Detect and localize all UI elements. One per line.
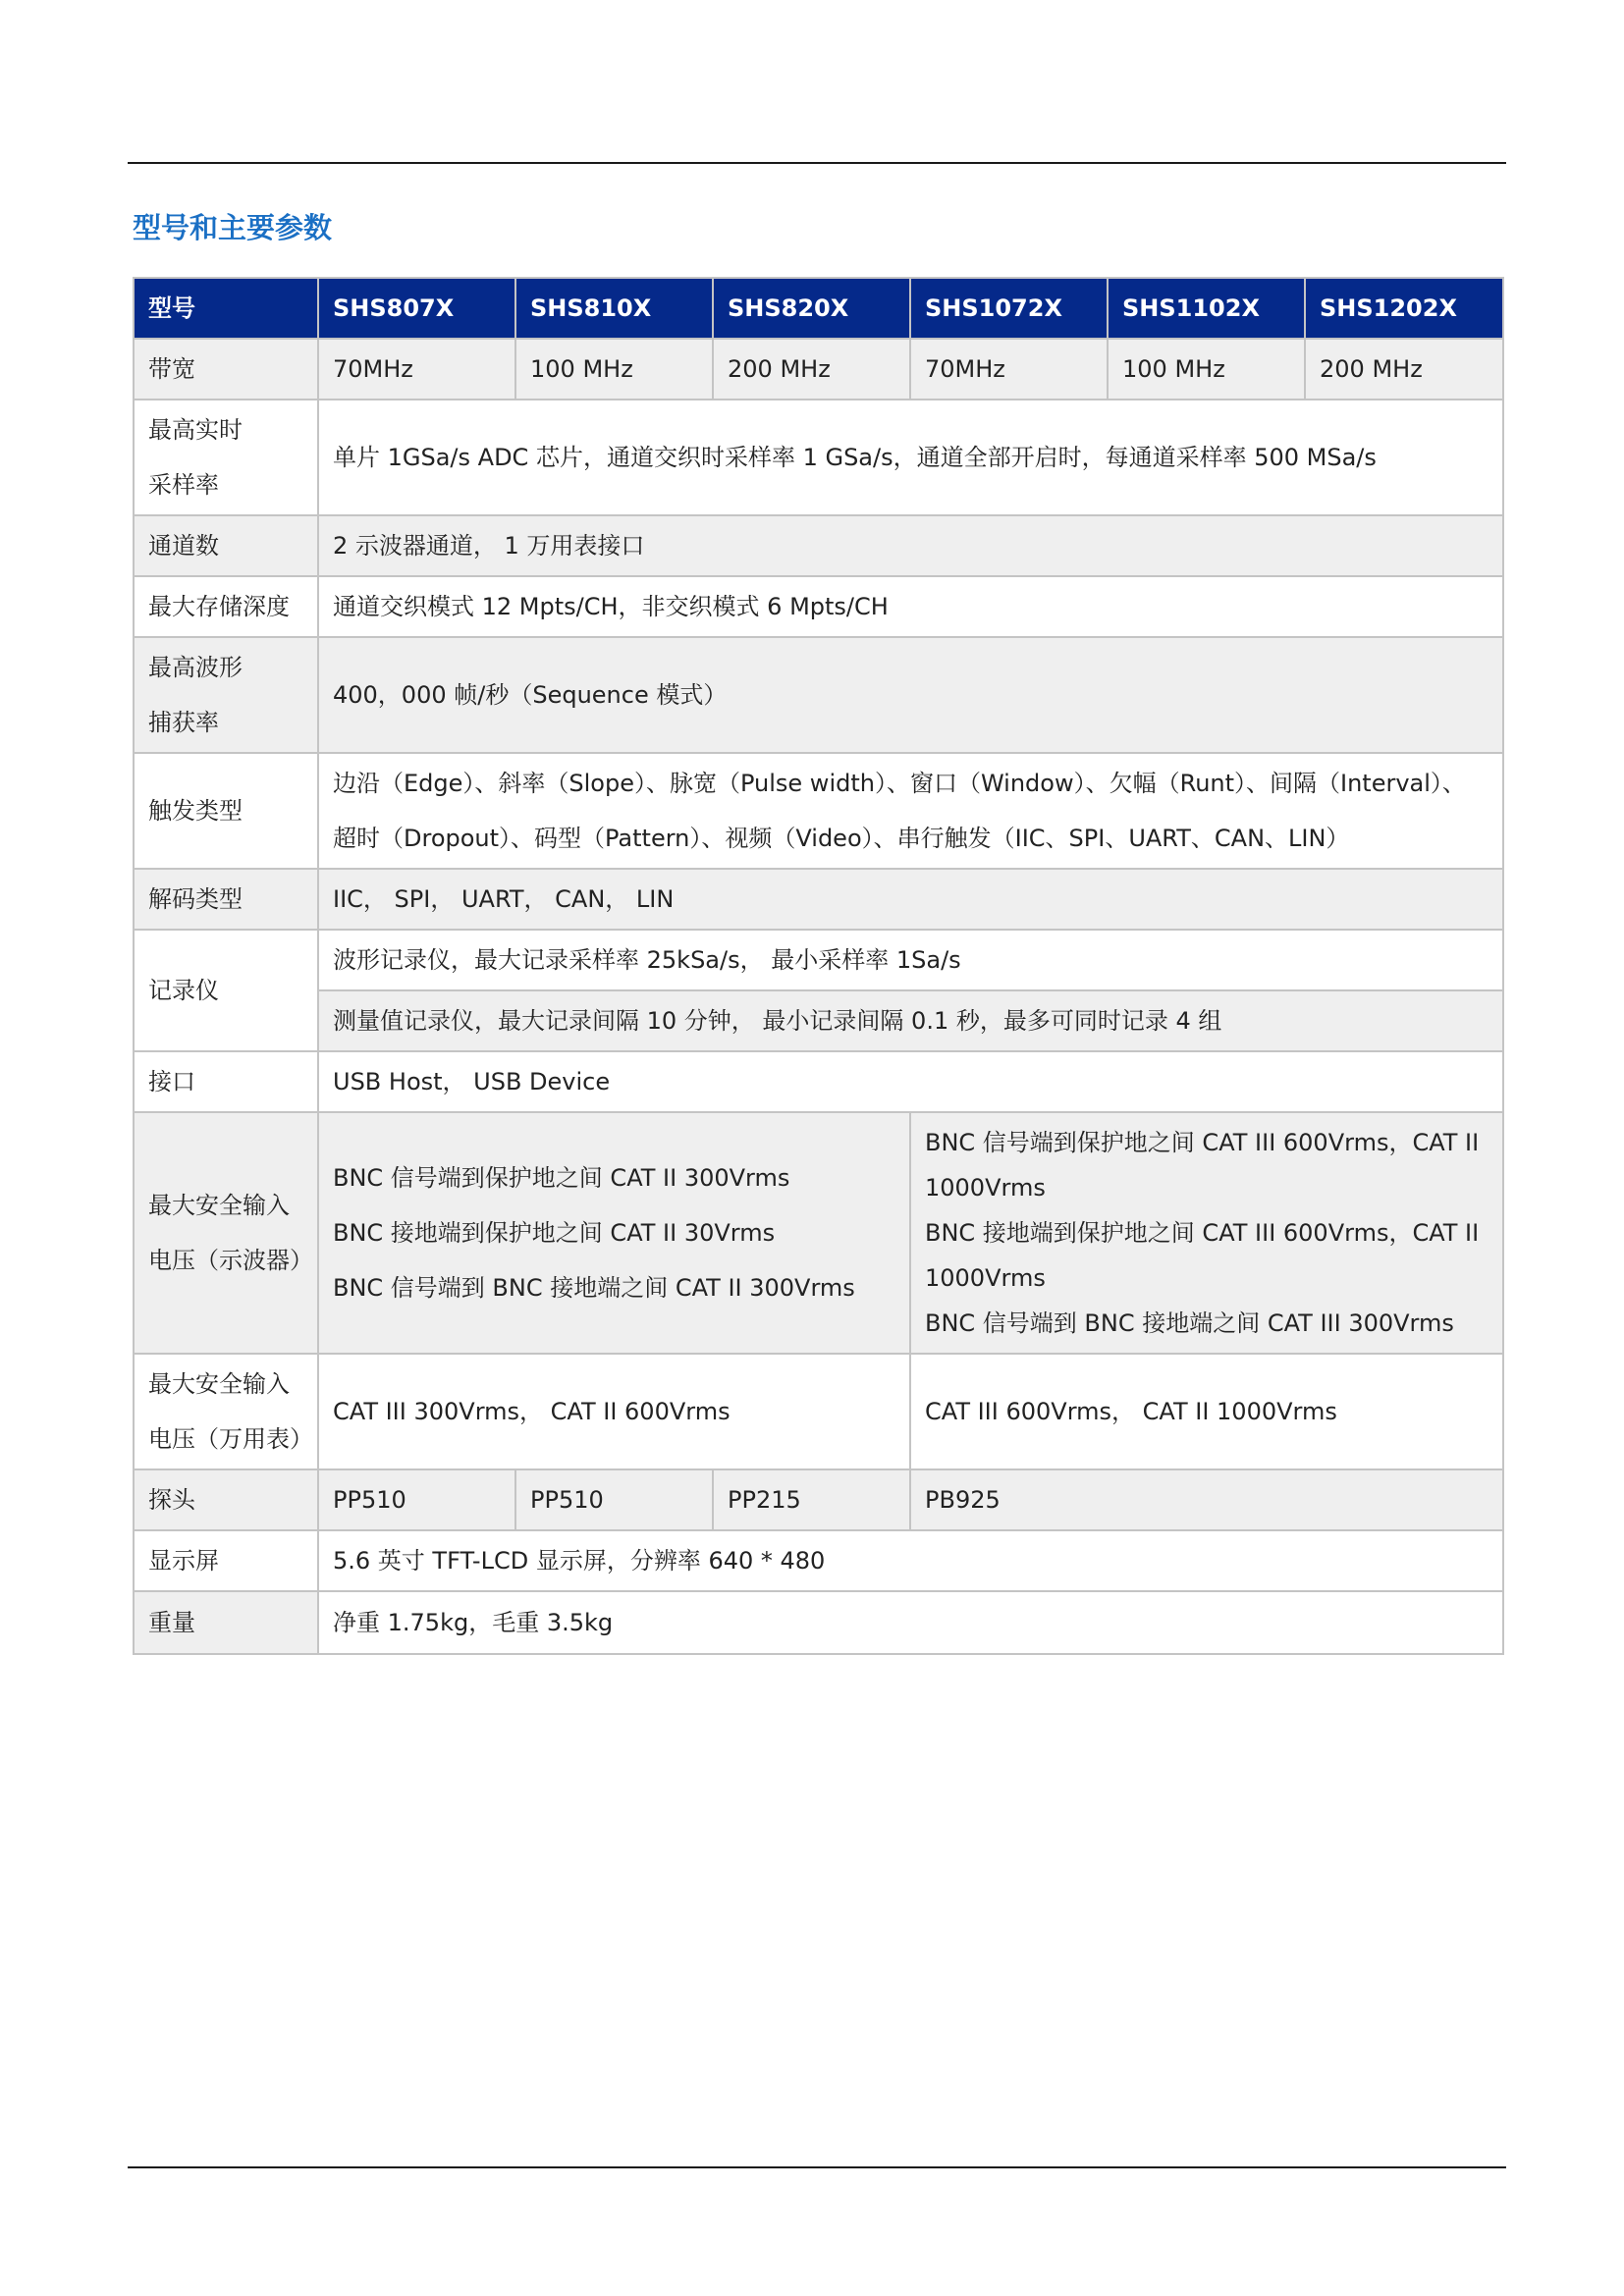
scope-voltage-right: [910, 1112, 1503, 1354]
header-row: [134, 278, 1503, 339]
top-rule: [128, 162, 1506, 164]
probe-value: PP510: [515, 1469, 713, 1530]
recorder-value: 测量值记录仪，最大记录间隔 10 分钟， 最小记录间隔 0.1 秒，最多可同时记录 4 组: [318, 990, 1503, 1051]
weight-row: [134, 1591, 1503, 1654]
bandwidth-value: 200 MHz: [1305, 339, 1503, 400]
trigger-line: 超时（Dropout）、码型（Pattern）、视频（Video）、串行触发（IIC、SPI、UART、CAN、LIN）: [333, 825, 1350, 852]
meter-voltage-left: CAT III 300Vrms， CAT II 600Vrms: [318, 1354, 910, 1469]
scope-voltage-row: [134, 1112, 1503, 1354]
bottom-rule: [128, 2166, 1506, 2168]
display-row: [134, 1530, 1503, 1591]
meter-voltage-row: [134, 1354, 1503, 1469]
trigger-value: [318, 753, 1503, 869]
row-label: 带宽: [134, 339, 318, 400]
row-label-line: 电压（万用表）: [148, 1425, 313, 1453]
memory-value: 通道交织模式 12 Mpts/CH，非交织模式 6 Mpts/CH: [318, 576, 1503, 637]
probe-value: PP215: [713, 1469, 910, 1530]
bandwidth-value: 100 MHz: [515, 339, 713, 400]
capture-rate-row: [134, 637, 1503, 753]
recorder-value: 波形记录仪，最大记录采样率 25kSa/s， 最小采样率 1Sa/s: [318, 930, 1503, 990]
model-header: SHS1202X: [1305, 278, 1503, 339]
capture-rate-value: 400，000 帧/秒（Sequence 模式）: [318, 637, 1503, 753]
bandwidth-value: 70MHz: [318, 339, 515, 400]
row-label: [134, 637, 318, 753]
model-header: SHS810X: [515, 278, 713, 339]
voltage-line: BNC 接地端到保护地之间 CAT II 30Vrms: [333, 1219, 776, 1247]
sample-rate-value: 单片 1GSa/s ADC 芯片，通道交织时采样率 1 GSa/s，通道全部开启时，每通道采样率 500 MSa/s: [318, 400, 1503, 515]
model-header: SHS1102X: [1108, 278, 1305, 339]
model-header: SHS807X: [318, 278, 515, 339]
probe-value: PB925: [910, 1469, 1503, 1530]
row-label-line: 最大安全输入: [148, 1370, 290, 1398]
model-header: SHS1072X: [910, 278, 1108, 339]
scope-voltage-left: [318, 1112, 910, 1354]
sample-rate-row: [134, 400, 1503, 515]
row-label: 解码类型: [134, 869, 318, 930]
bandwidth-value: 70MHz: [910, 339, 1108, 400]
channels-value: 2 示波器通道， 1 万用表接口: [318, 515, 1503, 576]
probe-value: PP510: [318, 1469, 515, 1530]
voltage-line: BNC 信号端到保护地之间 CAT III 600Vrms，CAT II: [925, 1129, 1480, 1156]
row-label-line: 电压（示波器）: [148, 1247, 313, 1274]
row-label: 最大存储深度: [134, 576, 318, 637]
bandwidth-value: 200 MHz: [713, 339, 910, 400]
meter-voltage-right: CAT III 600Vrms， CAT II 1000Vrms: [910, 1354, 1503, 1469]
voltage-line: BNC 接地端到保护地之间 CAT III 600Vrms，CAT II: [925, 1219, 1480, 1247]
trigger-line: 边沿（Edge）、斜率（Slope）、脉宽（Pulse width）、窗口（Window）、欠幅（Runt）、间隔（Interval）、: [333, 770, 1466, 797]
probe-row: [134, 1469, 1503, 1530]
recorder-row-1: [134, 930, 1503, 990]
row-label-line: 最高实时: [148, 416, 243, 444]
voltage-line: BNC 信号端到保护地之间 CAT II 300Vrms: [333, 1164, 790, 1192]
row-label-line: 最高波形: [148, 654, 243, 681]
voltage-line: BNC 信号端到 BNC 接地端之间 CAT II 300Vrms: [333, 1274, 855, 1302]
interface-row: [134, 1051, 1503, 1112]
section-title: 型号和主要参数: [133, 211, 333, 244]
row-label: [134, 400, 318, 515]
row-label-line: 最大安全输入: [148, 1192, 290, 1219]
row-label: [134, 1354, 318, 1469]
model-header: SHS820X: [713, 278, 910, 339]
memory-row: [134, 576, 1503, 637]
row-label: 触发类型: [134, 753, 318, 869]
header-label: 型号: [134, 278, 318, 339]
bandwidth-value: 100 MHz: [1108, 339, 1305, 400]
row-label: [134, 1112, 318, 1354]
recorder-row-2: [134, 990, 1503, 1051]
weight-value: 净重 1.75kg，毛重 3.5kg: [318, 1591, 1503, 1654]
trigger-row: [134, 753, 1503, 869]
voltage-line: 1000Vrms: [925, 1264, 1046, 1292]
channels-row: [134, 515, 1503, 576]
row-label: 通道数: [134, 515, 318, 576]
spec-table: [133, 277, 1504, 1655]
decode-row: [134, 869, 1503, 930]
voltage-line: BNC 信号端到 BNC 接地端之间 CAT III 300Vrms: [925, 1309, 1454, 1337]
bandwidth-row: [134, 339, 1503, 400]
row-label-line: 捕获率: [148, 709, 219, 736]
row-label: 显示屏: [134, 1530, 318, 1591]
row-label: 接口: [134, 1051, 318, 1112]
display-value: 5.6 英寸 TFT-LCD 显示屏，分辨率 640 * 480: [318, 1530, 1503, 1591]
decode-value: IIC， SPI， UART， CAN， LIN: [318, 869, 1503, 930]
row-label: 重量: [134, 1591, 318, 1654]
row-label-line: 采样率: [148, 471, 219, 499]
row-label: 探头: [134, 1469, 318, 1530]
row-label: 记录仪: [134, 930, 318, 1051]
interface-value: USB Host， USB Device: [318, 1051, 1503, 1112]
voltage-line: 1000Vrms: [925, 1174, 1046, 1201]
